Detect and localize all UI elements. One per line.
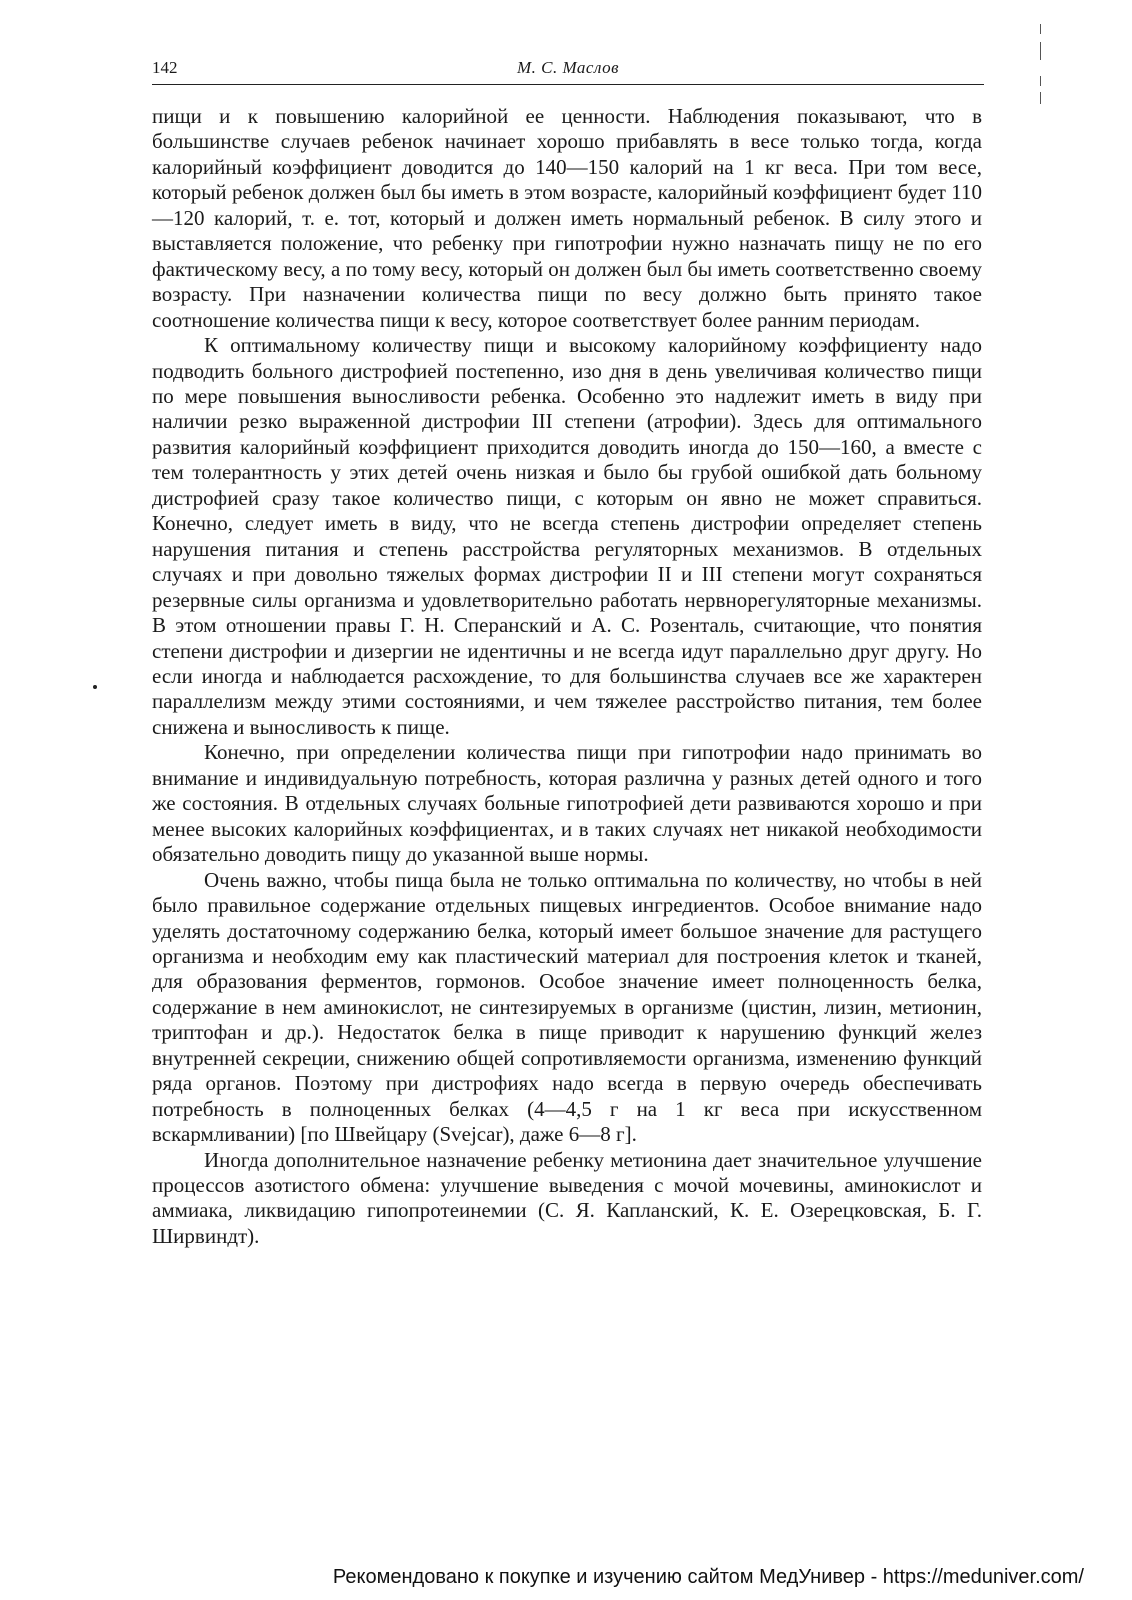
paragraph: Иногда дополнительное назначение ребенку метионина дает значительное улучшение процессов азотистого обмена: улучшение выведения с мочой мочевины, аминокислот и аммиака, ликвидацию гипопротеинемии (С. Я. Капланский, К. Е. Озерецковская, Б. Г. Ширвиндт). <box>152 1147 982 1248</box>
page-number: 142 <box>152 58 178 77</box>
paragraph-continued: пищи и к повышению калорийной ее ценности. Наблюдения показывают, что в большинстве случаев ребенок начинает хорошо прибавлять в весе только тогда, когда калорийный коэффициент доводится до 140—150 калорий на 1 кг веса. При том весе, который ребенок должен был бы иметь в этом возрасте, калорийный коэффициент будет 110—120 калорий, т. е. тот, который и должен иметь нормальный ребенок. В силу этого и выставляется положение, что ребенку при гипотрофии нужно назначать пищу не по его фактическому весу, а по тому весу, который он должен был бы иметь соответственно своему возрасту. При назначении количества пищи по весу должно быть принято такое соотношение количества пищи к весу, которое соответствует более ранним периодам. <box>152 104 982 332</box>
page-header <box>152 56 984 86</box>
scan-speck <box>93 685 97 689</box>
running-head-author: М. С. Маслов <box>517 58 619 77</box>
margin-marks <box>1036 22 1046 122</box>
footer-recommendation-link[interactable]: Рекомендовано к покупке и изучению сайтом МедУнивер - https://meduniver.com/ <box>332 1566 1084 1588</box>
paragraph: К оптимальному количеству пищи и высокому калорийному коэффициенту надо подводить больного дистрофией постепенно, изо дня в день увеличивая количество пищи по мере повышения выносливости ребенка. Особенно это надлежит иметь в виду при наличии резко выраженной дистрофии III степени (атрофии). Здесь для оптимального развития калорийный коэффициент приходится доводить иногда до 150—160, а вместе с тем толерантность у этих детей очень низкая и было бы грубой ошибкой дать больному дистрофией сразу такое количество пищи, с которым он явно не может справиться. Конечно, следует иметь в виду, что не всегда степень дистрофии определяет степень нарушения питания и степень расстройства регуляторных механизмов. В отдельных случаях и при довольно тяжелых формах дистрофии II и III степени могут сохраняться резервные силы организма и удовлетворительно работать нервнорегуляторные механизмы. В этом отношении правы Г. Н. Сперанский и А. С. Розенталь, считающие, что понятия степени дистрофии и дизергии не идентичны и не всегда идут параллельно друг другу. Но если иногда и наблюдается расхождение, то для большинства случаев все же характерен параллелизм между этими состояниями, и чем тяжелее расстройство питания, тем более снижена и выносливость к пище. <box>152 333 982 739</box>
paragraph: Очень важно, чтобы пища была не только оптимальна по количеству, но чтобы в ней было правильное содержание отдельных пищевых ингредиентов. Особое внимание надо уделять достаточному содержанию белка, который имеет большое значение для растущего организма и необходим ему как пластический материал для построения клеток и тканей, для образования ферментов, гормонов. Особое значение имеет полноценность белка, содержание в нем аминокислот, не синтезируемых в организме (цистин, лизин, метионин, триптофан и др.). Недостаток белка в пище приводит к нарушению функций желез внутренней секреции, снижению общей сопротивляемости организма, изменению функций ряда органов. Поэтому при дистрофиях надо всегда в первую очередь обеспечивать потребность в полноценных белках (4—4,5 г на 1 кг веса при искусственном вскармливании) [по Швейцару (Svejcar), даже 6—8 г]. <box>152 867 982 1147</box>
body-text <box>152 104 982 1249</box>
header-rule <box>152 84 984 85</box>
paragraph: Конечно, при определении количества пищи при гипотрофии надо принимать во внимание и индивидуальную потребность, которая различна у разных детей одного и того же состояния. В отдельных случаях больные гипотрофией дети развиваются хорошо и при менее высоких калорийных коэффициентах, и в таких случаях нет никакой необходимости обязательно доводить пищу до указанной выше нормы. <box>152 740 982 867</box>
